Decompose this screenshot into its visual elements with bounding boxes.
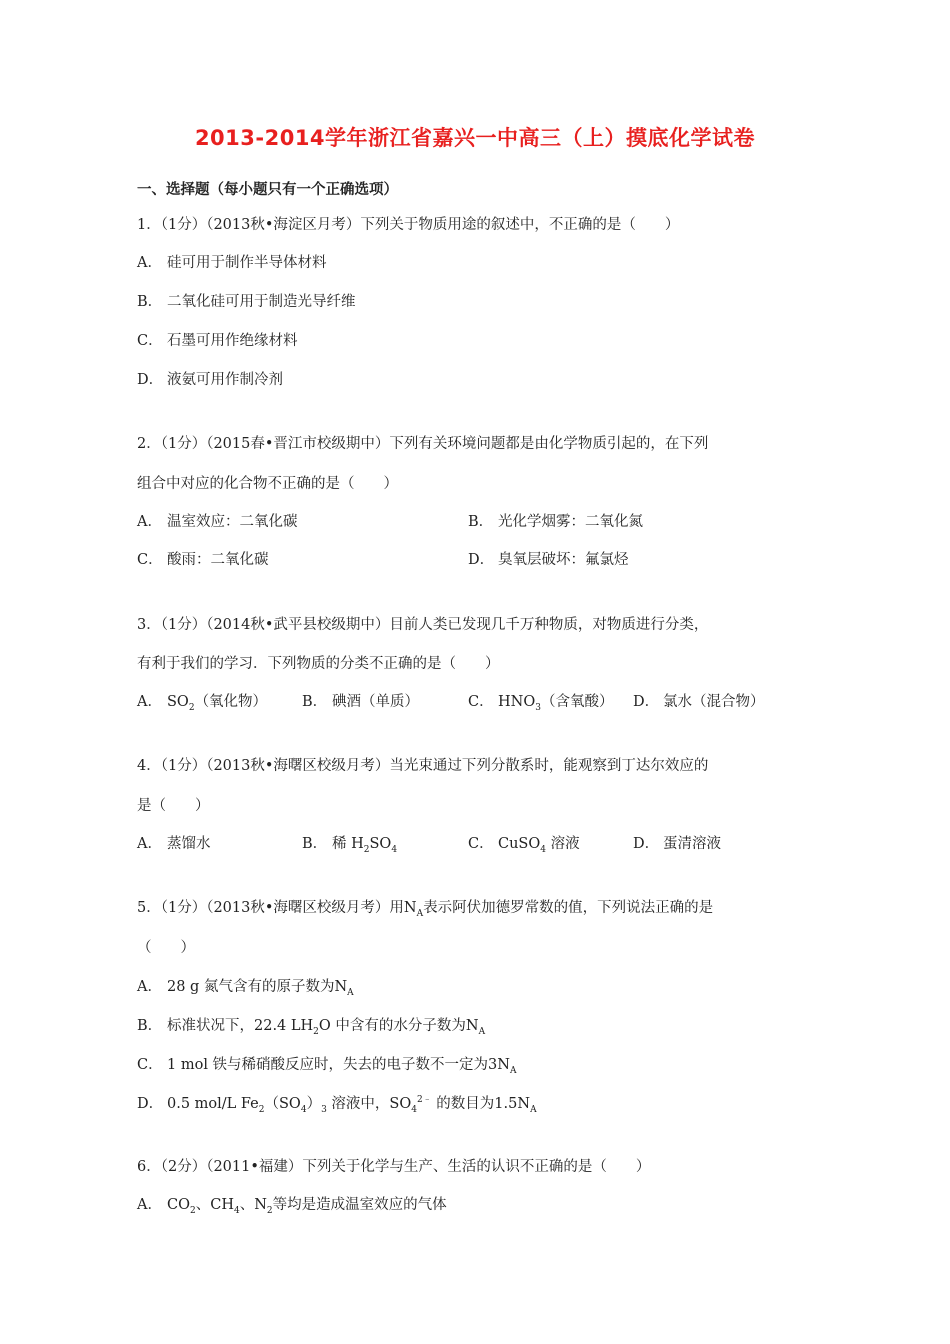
q1-option-c[interactable] [137,329,298,350]
option-label: C． [137,1057,163,1073]
subscript: A [478,1026,486,1037]
q5-option-d[interactable] [137,1092,537,1115]
option-text: 石墨可用作绝缘材料 [167,333,298,349]
q2-option-c[interactable] [137,548,269,569]
q3-option-a[interactable] [137,690,267,713]
option-text: 硅可用于制作半导体材料 [167,255,327,271]
q3-stem-line2: 有利于我们的学习．下列物质的分类不正确的是（ ） [137,656,500,672]
option-label: A． [137,1197,162,1213]
option-text: 氯水（混合物） [663,694,765,710]
option-text: 溶液中，SO [326,1096,412,1112]
q4-option-a[interactable] [137,832,211,853]
option-label: D． [468,552,495,568]
q2-option-a[interactable] [137,510,298,531]
subscript: A [530,1104,537,1115]
q5-option-c[interactable] [137,1053,516,1076]
option-text: 光化学烟雾：二氧化氮 [498,514,643,530]
q3-option-b[interactable] [302,690,419,711]
subscript: 4 [411,1104,417,1115]
q4-stem-line2: 是（ ） [137,798,210,814]
q2-stem-line1: 2．（1分）（2015春•晋江市校级期中）下列有关环境问题都是由化学物质引起的，在下列 [137,436,709,452]
q6-stem: 6．（2分）（2011•福建）下列关于化学与生产、生活的认识不正确的是（ ） [137,1159,651,1175]
stem-text: 表示阿伏加德罗常数的值，下列说法正确的是 [423,900,714,916]
option-text: （SO [264,1096,301,1112]
option-text: 碘酒（单质） [332,694,419,710]
q1-option-b[interactable] [137,290,356,311]
option-label: A． [137,836,162,852]
option-label: C． [468,836,494,852]
option-label: C． [137,333,163,349]
option-text: 溶液 [546,836,580,852]
q5-option-b[interactable] [137,1014,485,1037]
q2-option-b[interactable] [468,510,643,531]
subscript: 3 [321,1104,327,1115]
subscript: 2 [266,1205,273,1216]
option-text: 28 g 氮气含有的原子数为N [167,979,348,995]
option-label: C． [468,694,494,710]
option-label: B． [302,836,328,852]
subscript: 4 [233,1205,240,1216]
option-text: 标准状况下，22.4 LH [167,1018,314,1034]
section-heading: 一、选择题（每小题只有一个正确选项） [137,182,398,198]
subscript: 4 [540,844,546,855]
option-text: 二氧化硅可用于制造光导纤维 [167,294,356,310]
q5-option-a[interactable] [137,975,354,998]
option-label: D． [633,836,660,852]
formula-text: SO [369,836,392,852]
formula-text: SO [167,694,189,710]
option-text: 的数目为1.5N [431,1096,531,1112]
subscript: A [416,908,424,919]
formula-text: 、N [239,1197,267,1213]
q4-option-c[interactable] [468,832,580,855]
option-label: A． [137,255,162,271]
option-text: 酸雨：二氧化碳 [167,552,269,568]
option-label: D． [137,372,164,388]
option-text: 温室效应：二氧化碳 [167,514,298,530]
option-label: B． [468,514,494,530]
superscript: 2﹣ [416,1095,432,1106]
option-text: 1 mol 铁与稀硝酸反应时，失去的电子数不一定为3N [167,1057,510,1073]
option-label: A． [137,694,162,710]
option-text: 蛋清溶液 [663,836,721,852]
option-text: 等均是造成温室效应的气体 [272,1197,447,1213]
subscript: 2 [189,1205,196,1216]
q1-option-a[interactable] [137,251,327,272]
q4-option-b[interactable] [302,832,397,855]
option-label: A． [137,979,162,995]
option-label: D． [633,694,660,710]
q4-option-d[interactable] [633,832,721,853]
option-text: （氧化物） [194,694,268,710]
subscript: 4 [300,1104,307,1115]
exam-title: 2013-2014学年浙江省嘉兴一中高三（上）摸底化学试卷 [194,126,756,150]
subscript: 2 [363,844,370,855]
option-text: 臭氧层破坏：氟氯烃 [498,552,629,568]
option-text: （含氧酸） [540,694,614,710]
subscript: 2 [313,1026,319,1037]
stem-text: 5．（1分）（2013秋•海曙区校级月考）用N [137,900,417,916]
q4-stem-line1: 4．（1分）（2013秋•海曙区校级月考）当光束通过下列分散系时，能观察到丁达尔效应的 [137,758,709,774]
subscript: 2 [188,702,195,713]
option-label: A． [137,514,162,530]
q3-option-d[interactable] [633,690,765,711]
option-label: B． [137,294,163,310]
option-text: 蒸馏水 [167,836,211,852]
formula-text: CuSO [498,836,541,852]
q5-stem-line1 [137,896,713,919]
q2-option-d[interactable] [468,548,629,569]
subscript: A [347,987,354,998]
q1-option-d[interactable] [137,368,283,389]
option-label: C． [137,552,163,568]
option-label: B． [137,1018,163,1034]
q3-stem-line1: 3．（1分）（2014秋•武平县校级期中）目前人类已发现几千万种物质，对物质进行分类， [137,617,709,633]
q1-stem: 1．（1分）（2013秋•海淀区月考）下列关于物质用途的叙述中，不正确的是（ ） [137,217,680,233]
option-text: ） [306,1096,322,1112]
formula-text: 稀 H [332,836,364,852]
formula-text: CO [167,1197,190,1213]
option-text: 液氨可用作制冷剂 [167,372,283,388]
option-text: O 中含有的水分子数为N [318,1018,479,1034]
option-text: 0.5 mol/L Fe [167,1096,259,1112]
q2-stem-line2: 组合中对应的化合物不正确的是（ ） [137,476,398,492]
subscript: 4 [391,844,398,855]
q3-option-c[interactable] [468,690,613,713]
option-label: D． [137,1096,164,1112]
subscript: 3 [535,702,541,713]
subscript: 2 [258,1104,265,1115]
q6-option-a[interactable] [137,1193,447,1216]
formula-text: 、CH [195,1197,234,1213]
option-label: B． [302,694,328,710]
q5-stem-line2: （ ） [137,940,195,956]
subscript: A [509,1065,517,1076]
formula-text: HNO [498,694,536,710]
